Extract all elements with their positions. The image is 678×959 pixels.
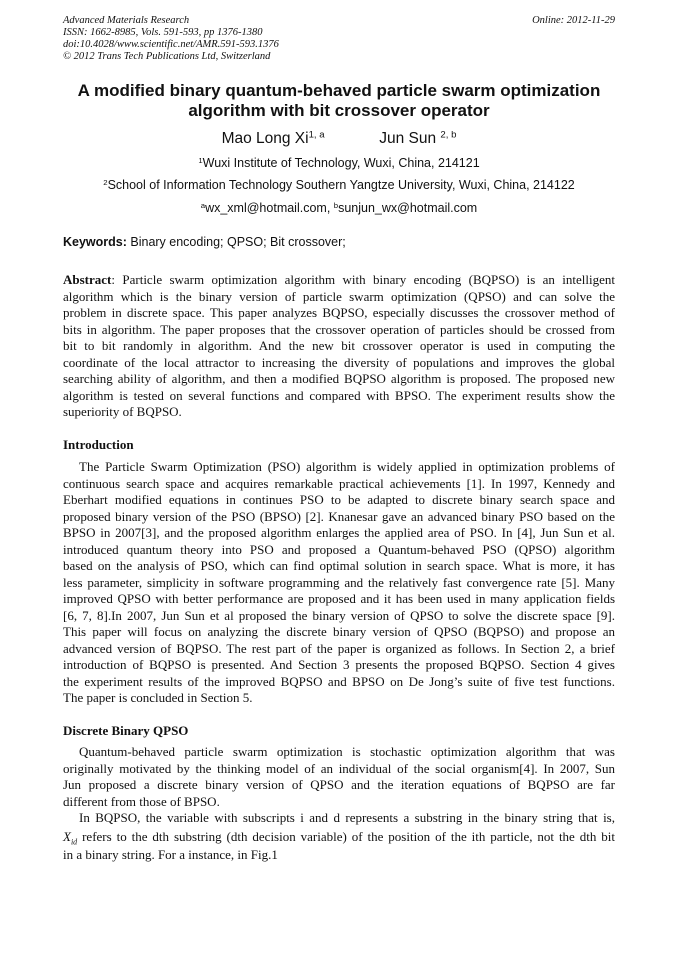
introduction-text (63, 459, 615, 707)
text-line: coordinate of the local attractor to increasing the diversity of populations and improves the global (63, 354, 615, 370)
text-line: Quantum-behaved particle swarm optimization is stochastic optimization algorithm that was (79, 744, 615, 759)
copyright: © 2012 Trans Tech Publications Ltd, Switzerland (63, 51, 271, 62)
text-line: improved QPSO with better performance are proposed and it has been used in many application fields (63, 591, 615, 606)
text-line: algorithm which is the binary version of particle swarm optimization (QPSO) and can solve the (63, 288, 615, 304)
text-line: The Particle Swarm Optimization (PSO) algorithm is widely applied in optimization problems of (79, 459, 615, 474)
title-line: A modified binary quantum-behaved particle swarm optimization (77, 81, 601, 100)
text-line: bit to bit randomly in algorithm. And the new bit crossover operator is used in computing the (63, 338, 615, 353)
text-line: algorithm is tested on several functions and compared with BPSO. The experiment results show the (63, 387, 615, 403)
affiliation: $^2$School of Information Technology Southern Yangtze University, Wuxi, China, 214122 (103, 177, 575, 192)
text-line: BPSO in 2007[3], and the proposed algorithm enlarges the applied area of PSO. In [4], Jun Sun et al. (63, 525, 615, 540)
keywords: Keywords: Binary encoding; QPSO; Bit crossover; (63, 235, 346, 249)
title-line: algorithm with bit crossover operator (188, 101, 490, 120)
authors (0, 130, 678, 148)
text-line: The paper is concluded in Section 5. (63, 690, 253, 705)
discrete-text (63, 744, 615, 863)
text-line: continuous search space and acquires remarkable practical achievements [1]. In 1997, Kennedy and (63, 475, 615, 491)
text-line: Jun proposed a discrete binary version of QPSO and the iteration equations of BQPSO are far (63, 777, 615, 792)
text-line: in a binary string. For a instance, in Fig.1 (63, 846, 278, 862)
text-line: advanced version of BQPSO. The rest part of the paper is organized as follows. In Section 2, a brief (63, 640, 615, 656)
text-line: superiority of BQPSO. (63, 404, 182, 419)
text-line: This paper will focus on analyzing the discrete binary version of QPSO (BQPSO) and propose an (63, 624, 615, 639)
text-line: Abstract: Particle swarm optimization algorithm with binary encoding (BQPSO) is an intelligent (63, 272, 615, 287)
text-line: based on the analysis of PSO, which can find optimal solution in search space. What is more, it has (63, 558, 615, 573)
emails: $^a$wx_xml@hotmail.com, $^b$sunjun_wx@hotmail.com (200, 200, 478, 215)
section-heading: Introduction (63, 437, 134, 452)
variable-xid: $X_{id}$ (63, 828, 78, 847)
author: Mao Long Xi$^{1, a}$ (221, 129, 325, 147)
journal-header (63, 15, 279, 63)
text-line: In BQPSO, the variable with subscripts i and d represents a substring in the binary string that is, (79, 810, 615, 825)
text-line: different from those of BPSO. (63, 793, 220, 809)
text-line: introduced quantum theory into PSO and proposed a Quantum-behaved PSO (QPSO) algorithm (63, 541, 615, 557)
text-line: bits in algorithm. The paper proposes that the crossover operation of particles should be crossed from (63, 321, 615, 337)
doi: doi:10.4028/www.scientific.net/AMR.591-593.1376 (63, 39, 279, 50)
section-heading: Discrete Binary QPSO (63, 723, 189, 738)
author: Jun Sun $^{2, b}$ (379, 129, 457, 147)
text-line: introduction of BQPSO is presented. And Section 3 presents the proposed BQPSO. Section 4 gives (63, 657, 615, 672)
abstract-label: Abstract (63, 272, 112, 287)
text-line: originally motivated by the thinking model of an individual of the social organism[4]. In 2007, Sun (63, 760, 615, 776)
issn: ISSN: 1662-8985, Vols. 591-593, pp 1376-1380 (63, 27, 263, 38)
affiliation: $^1$Wuxi Institute of Technology, Wuxi, China, 214121 (198, 155, 480, 170)
text-line: searching ability of algorithm, and then a modified BQPSO algorithm is proposed. The proposed new (63, 371, 615, 386)
text-line: $X_{id}$ refers to the dth substring (dth decision variable) of the position of the ith particle, not the dth bit (63, 828, 615, 847)
text-line: Eberhart modified equations in continues PSO to be adapted to discrete binary search space and (63, 492, 615, 507)
paper-title (0, 81, 678, 121)
text-line: less parameter, simplicity in software programming and the relatively fast convergence rate [5]. Many (63, 574, 615, 590)
text-line: the experiment results of the improved BQPSO and BPSO on De Jong’s suite of five test functions. (63, 673, 615, 689)
text-line: proposed binary version of the PSO (BPSO) [2]. Knanesar gave an advanced binary PSO based on the (63, 508, 615, 524)
text-line: [6, 7, 8].In 2007, Jun Sun et al proposed the binary version of QPSO to solve the discrete space [9]. (63, 607, 615, 623)
text-line: problem in discrete space. This paper analyzes BQPSO, especially discusses the crossover method of (63, 305, 615, 320)
abstract (63, 272, 615, 421)
online-date: Online: 2012-11-29 (532, 15, 615, 26)
journal-name: Advanced Materials Research (63, 15, 190, 26)
